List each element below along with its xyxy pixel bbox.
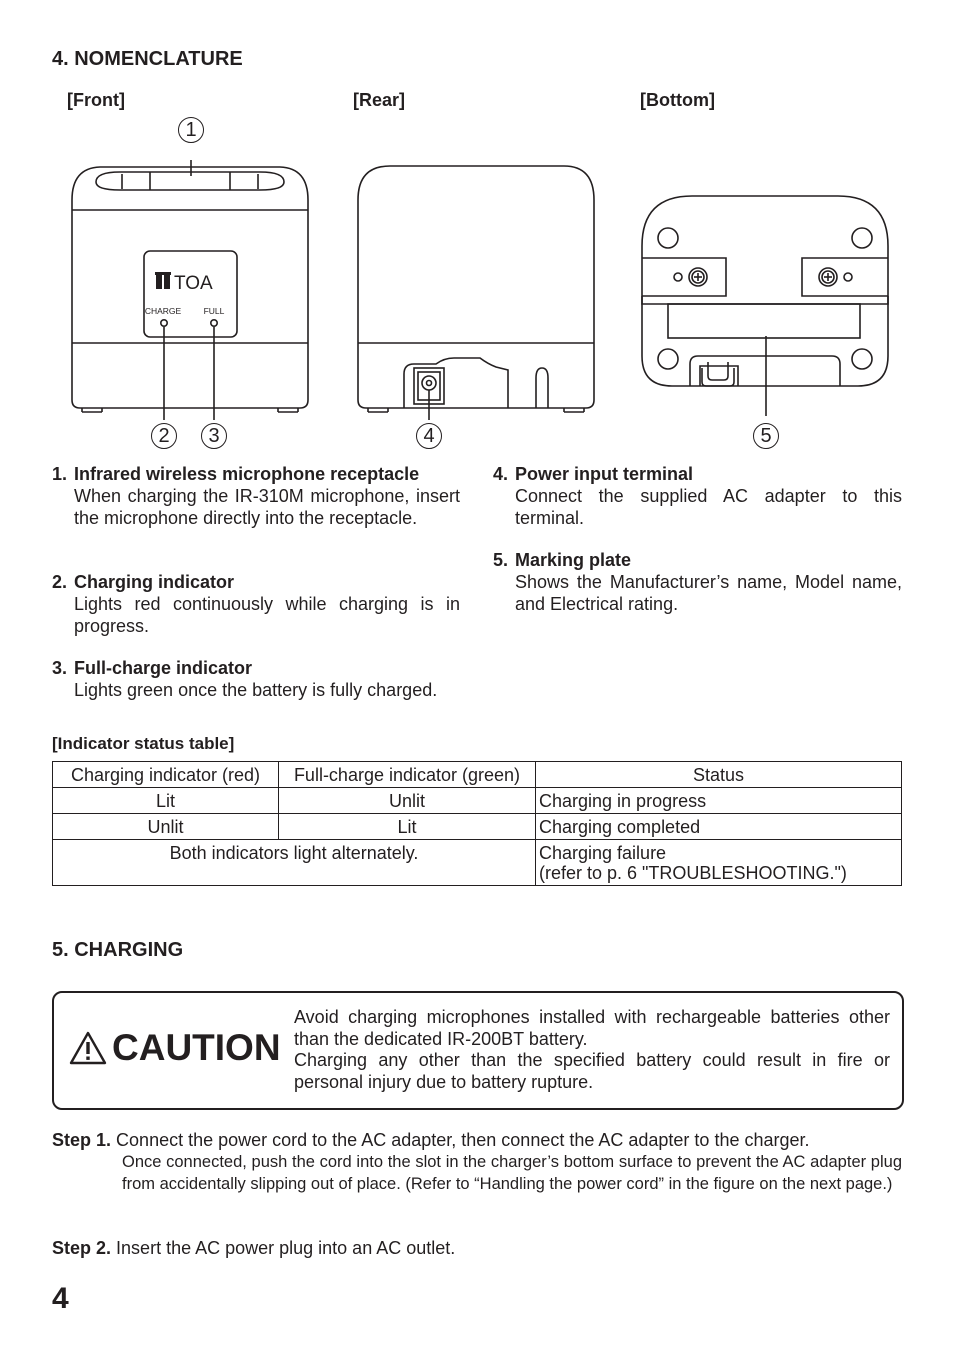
item-3-title: Full-charge indicator xyxy=(74,658,253,678)
table-header-cell: Full-charge indicator (green) xyxy=(279,762,536,788)
step-2 xyxy=(52,1237,455,1259)
callout-1: 1 xyxy=(178,117,204,143)
step-2-label: Step 2. xyxy=(52,1238,112,1258)
caution-box xyxy=(52,991,904,1110)
item-3-body: Lights green once the battery is fully charged. xyxy=(74,680,438,700)
step-2-text: Insert the AC power plug into an AC outlet. xyxy=(116,1238,456,1258)
rear-view-illustration xyxy=(346,160,606,420)
item-4-number: 4. xyxy=(493,464,509,484)
item-4 xyxy=(493,463,902,529)
item-3 xyxy=(52,657,460,701)
callout-5: 5 xyxy=(753,423,779,449)
item-4-title: Power input terminal xyxy=(515,464,694,484)
caution-text xyxy=(294,1007,890,1093)
bottom-view-illustration xyxy=(634,186,898,416)
item-5-number: 5. xyxy=(493,550,509,570)
charge-led-label: CHARGE xyxy=(144,306,182,316)
item-5-body: Shows the Manufacturer’s name, Model name, and Electrical rating. xyxy=(515,572,902,614)
callout-4: 4 xyxy=(416,423,442,449)
status-line-1: Charging failure xyxy=(539,843,667,863)
table-cell: Unlit xyxy=(279,788,536,814)
table-row xyxy=(53,814,902,840)
item-2 xyxy=(52,571,460,637)
caution-line-2: Charging any other than the specified battery could result in fire or personal injury due to battery rupture. xyxy=(294,1050,890,1092)
step-1 xyxy=(52,1129,810,1151)
warning-triangle-icon xyxy=(68,1030,108,1066)
item-5-title: Marking plate xyxy=(515,550,632,570)
section-title-nomenclature: 4. NOMENCLATURE xyxy=(52,48,243,70)
brand-logo: TOA xyxy=(174,273,213,294)
table-row xyxy=(53,788,902,814)
step-1-note: Once connected, push the cord into the slot in the charger’s bottom surface to prevent the AC adapter plug from accidentally slipping out of place. (Refer to “Handling the power cord” in the figure on the next page.) xyxy=(122,1153,902,1193)
table-cell: Lit xyxy=(53,788,279,814)
table-cell: Lit xyxy=(279,814,536,840)
table-cell-merged: Both indicators light alternately. xyxy=(53,840,536,886)
table-cell: Unlit xyxy=(53,814,279,840)
item-4-body: Connect the supplied AC adapter to this terminal. xyxy=(515,486,902,528)
caution-heading xyxy=(68,1027,281,1069)
callout-3: 3 xyxy=(201,423,227,449)
item-1-title: Infrared wireless microphone receptacle xyxy=(74,464,420,484)
caution-line-1: Avoid charging microphones installed with rechargeable batteries other than the dedicated IR-200BT battery. xyxy=(294,1007,890,1049)
callout-2: 2 xyxy=(151,423,177,449)
section-title-charging: 5. CHARGING xyxy=(52,939,184,961)
step-1-text: Connect the power cord to the AC adapter, then connect the AC adapter to the charger. xyxy=(116,1130,810,1150)
status-line-2: (refer to p. 6 "TROUBLESHOOTING.") xyxy=(539,863,847,883)
table-cell xyxy=(536,840,902,886)
table-header-row xyxy=(53,762,902,788)
item-1-number: 1. xyxy=(52,464,68,484)
front-view-label: [Front] xyxy=(67,90,125,110)
step-1-label: Step 1. xyxy=(52,1130,112,1150)
item-2-number: 2. xyxy=(52,572,68,592)
table-title: [Indicator status table] xyxy=(52,734,235,753)
caution-label: CAUTION xyxy=(112,1027,281,1068)
table-header-cell: Status xyxy=(536,762,902,788)
front-view-illustration xyxy=(60,160,320,420)
full-led-label: FULL xyxy=(203,306,225,316)
item-5 xyxy=(493,549,902,615)
table-cell: Charging in progress xyxy=(536,788,902,814)
bottom-view-label: [Bottom] xyxy=(640,90,715,110)
item-3-number: 3. xyxy=(52,658,68,678)
indicator-status-table xyxy=(52,761,902,886)
page-number: 4 xyxy=(52,1282,69,1315)
item-2-body: Lights red continuously while charging is in progress. xyxy=(74,594,460,636)
table-header-cell: Charging indicator (red) xyxy=(53,762,279,788)
rear-view-label: [Rear] xyxy=(353,90,406,110)
table-cell: Charging completed xyxy=(536,814,902,840)
item-2-title: Charging indicator xyxy=(74,572,235,592)
item-1 xyxy=(52,463,460,529)
table-row xyxy=(53,840,902,886)
item-1-body: When charging the IR-310M microphone, insert the microphone directly into the receptacle. xyxy=(74,486,460,528)
